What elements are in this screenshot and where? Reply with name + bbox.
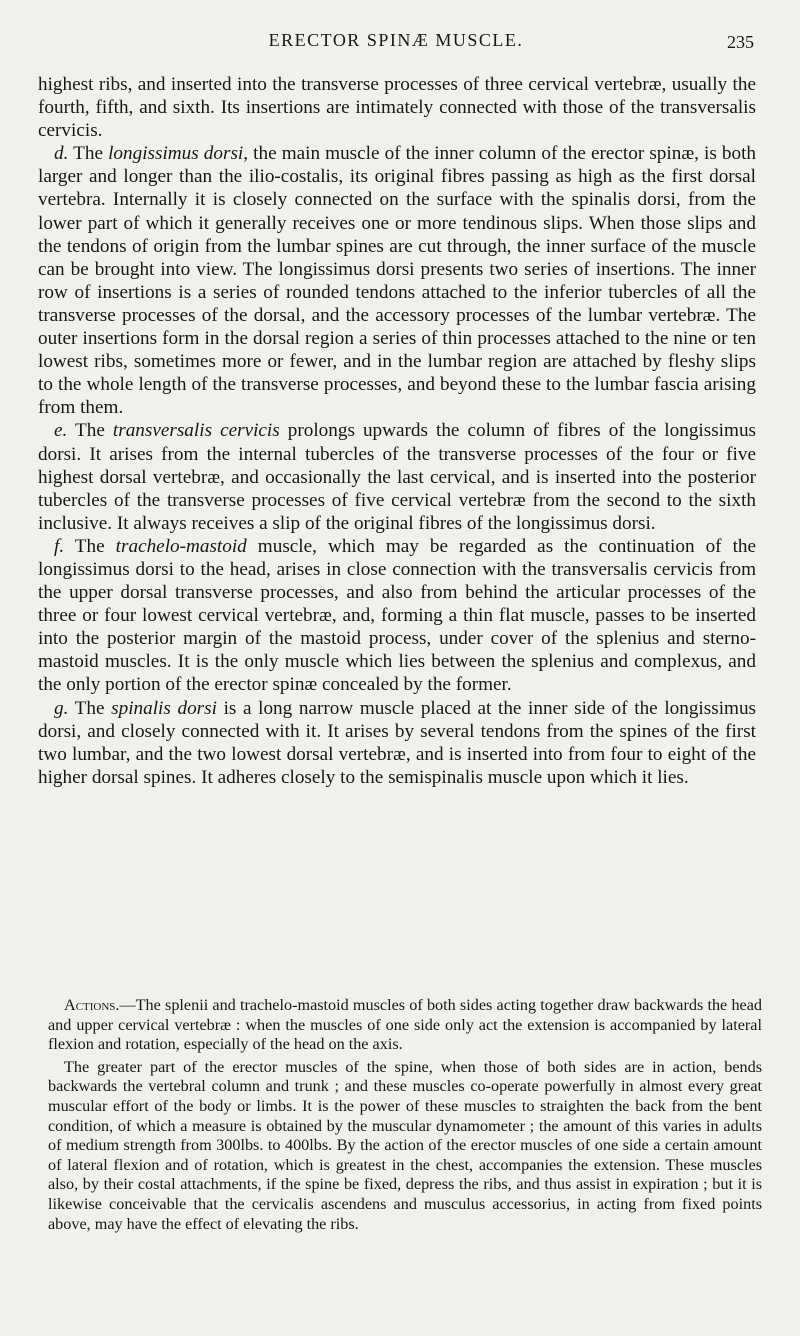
paragraph-lead-in: The <box>68 143 109 165</box>
continued-paragraph: highest ribs, and inserted into the transverse processes of three cervical vertebræ, usually the fourth, fifth, and sixth. Its insertions are intimately connected with those of the transversalis cervicis. <box>38 74 756 142</box>
page-header <box>38 30 754 60</box>
muscle-term: longissimus dorsi <box>108 143 244 165</box>
paragraph-transversalis-cervicis <box>38 419 756 534</box>
paragraph-trachelo-mastoid <box>38 535 756 697</box>
muscle-term: transversalis cervicis <box>112 420 280 442</box>
paragraph-marker: g. <box>54 697 69 719</box>
muscle-term: trachelo-mastoid <box>115 535 247 557</box>
page-number: 235 <box>727 32 754 52</box>
paragraph-text: , the main muscle of the inner column of the erector spinæ, is both larger and longer than the ilio-costalis, its original fibres passing as high as the first dorsal vertebra. Internally it is closely connected on the surface with the spinalis dorsi, from the lower part of which it generally receives one or more tendinous slips. When those slips and the tendons of origin from the lumbar spines are cut through, the inner surface of the muscle can be brought into view. The longissimus dorsi presents two series of insertions. The inner row of insertions is a series of rounded tendons attached to the inferior tubercles of all the transverse processes of the dorsal, and the accessory processes of the lumbar vertebræ. The outer insertions form in the dorsal region a series of thin processes attached to the nine or ten lowest ribs, sometimes more or fewer, and in the lumbar region are attached by fleshy slips to the whole length of the transverse processes, and beyond these to the lumbar fascia arising from them. <box>38 143 757 419</box>
paragraph-text: muscle, which may be regarded as the continuation of the longissimus dorsi to the head, arises in close connection with the transversalis cervicis from the upper dorsal transverse processes, and also from behind the articular processes of the three or four lowest cervical vertebræ, and, forming a thin flat muscle, passes to be inserted into the posterior margin of the mastoid process, under cover of the splenius and sterno-mastoid muscles. It is the only muscle which lies between the splenius and complexus, and the only portion of the erector spinæ concealed by the former. <box>38 535 757 696</box>
main-text <box>38 73 756 789</box>
paragraph-marker: f. <box>54 535 65 557</box>
running-title: ERECTOR SPINÆ MUSCLE. <box>268 30 524 50</box>
paragraph-lead-in: The <box>67 420 113 442</box>
paragraph-longissimus-dorsi <box>38 142 756 419</box>
paragraph-lead-in: The <box>68 697 112 719</box>
actions-paragraph-1 <box>48 996 762 1055</box>
actions-heading: Actions. <box>64 996 120 1014</box>
actions-section <box>48 996 762 1237</box>
paragraph-marker: d. <box>54 143 69 165</box>
actions-text-1: —The splenii and trachelo-mastoid muscles of both sides acting together draw backwards the head and upper cervical vertebræ : when the muscles of one side only act the extension is accompanied by lateral flexion and rotation, especially of the head on the axis. <box>48 996 762 1054</box>
paragraph-text: prolongs upwards the column of fibres of the longissimus dorsi. It arises from the internal tubercles of the transverse processes of the four or five highest dorsal vertebræ, and occasionally the last cervical, and is inserted into the posterior tubercles of the transverse processes of five cervical vertebræ from the second to the sixth inclusive. It always receives a slip of the original fibres of the longissimus dorsi. <box>38 420 757 534</box>
paragraph-text: is a long narrow muscle placed at the inner side of the longissimus dorsi, and closely connected with it. It arises by several tendons from the spines of the first two lumbar, and the two lowest dorsal vertebræ, and is inserted into from four to eight of the higher dorsal spines. It adheres closely to the semispinalis muscle upon which it lies. <box>38 697 757 788</box>
paragraph-marker: e. <box>54 420 68 442</box>
paragraph-spinalis-dorsi <box>38 697 756 789</box>
muscle-term: spinalis dorsi <box>111 697 217 719</box>
actions-paragraph-2: The greater part of the erector muscles of the spine, when those of both sides are in action, bends backwards the vertebral column and trunk ; and these muscles co-operate powerfully in almost every great muscular effort of the body or limbs. It is the power of these muscles to straighten the back from the bent condition, of which a measure is obtained by the muscular dynamometer ; the amount of this varies in adults of medium strength from 300lbs. to 400lbs. By the action of the erector muscles of one side a certain amount of lateral flexion and of rotation, which is greatest in the chest, accompanies the extension. These muscles also, by their costal attachments, if the spine be fixed, depress the ribs, and thus assist in expiration ; but it is likewise conceivable that the cervicalis ascendens and musculus accessorius, in acting from fixed points above, may have the effect of elevating the ribs. <box>48 1057 762 1233</box>
paragraph-lead-in: The <box>64 535 116 557</box>
